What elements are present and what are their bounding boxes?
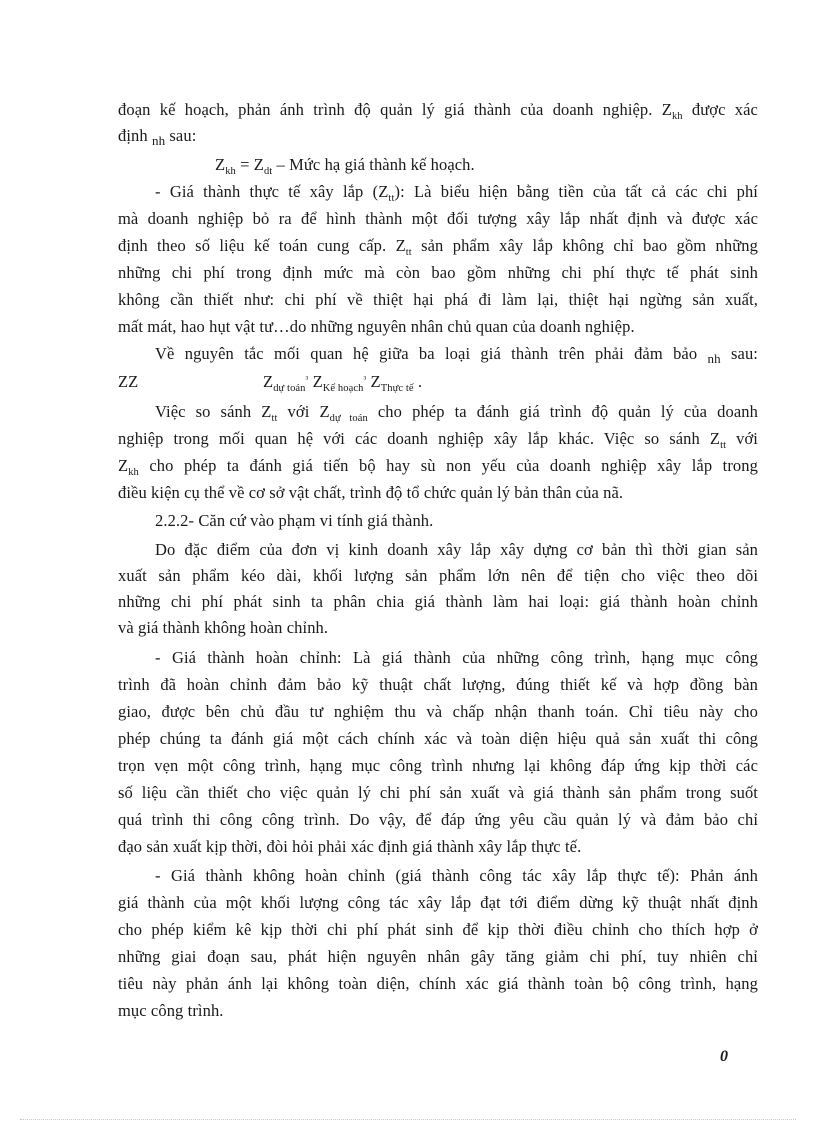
text-line: xuất sản phẩm kéo dài, khối lượng sản phẩm lớn nên để tiện cho việc theo dõi	[118, 566, 758, 585]
text-line: và giá thành không hoàn chỉnh.	[118, 618, 329, 637]
text-line: cho phép kiểm kê kịp thời chi phí phát sinh để kịp thời điều chỉnh cho thích hợp ở	[118, 920, 758, 939]
text-line: trọn vẹn một công trình, hạng mục công trình nhưng lại không đáp ứng kịp thời các	[118, 756, 758, 775]
text-line: số liệu cần thiết cho việc quản lý chi phí sản xuất và giá thành sản phẩm trong suốt	[118, 783, 758, 802]
text-line: không cần thiết như: chi phí về thiệt hại phá đi làm lại, thiệt hại ngừng sản xuất,	[118, 290, 758, 309]
text-line: phép chúng ta đánh giá một cách chính xác và toàn diện hiệu quả sản xuất thi công	[118, 729, 758, 748]
text-line: - Giá thành không hoàn chỉnh (giá thành công tác xây lắp thực tế): Phản ánh	[155, 866, 758, 885]
text-line: giao, được bên chủ đầu tư nghiệm thu và chấp nhận thanh toán. Chỉ tiêu này cho	[118, 702, 758, 721]
page-bottom-rule	[20, 1119, 796, 1120]
text-line: những giai đoạn sau, phát hiện nguyên nhân gây tăng giảm chi phí, tuy nhiên chỉ	[118, 947, 758, 966]
text-line: nghiệp trong mối quan hệ với các doanh nghiệp xây lắp khác. Việc so sánh $Z_{tt}$ với	[118, 429, 758, 451]
text-line: mất mát, hao hụt vật tư…do những nguyên nhân chủ quan của doanh nghiệp.	[118, 317, 635, 336]
text-line: tiêu này phản ánh lại không toàn diện, chính xác giá thành toàn bộ công trình, hạng	[118, 974, 758, 993]
formula-zz: ZZ	[118, 372, 139, 391]
text-line: mục công trình.	[118, 1001, 224, 1020]
text-line: - Giá thành hoàn chỉnh: Là giá thành của những công trình, hạng mục công	[155, 648, 758, 667]
text-line: đạo sản xuất kịp thời, đòi hỏi phải xác định giá thành xây lắp thực tế.	[118, 837, 582, 856]
text-line: những chi phí phát sinh ta phân chia giá thành làm hai loại: giá thành hoàn chỉnh	[118, 592, 758, 611]
text-line: Về nguyên tắc mối quan hệ giữa ba loại giá thành trên phải đảm bảo $_{nh}$ sau:	[155, 344, 758, 366]
text-line: Do đặc điểm của đơn vị kinh doanh xây lắp xây dựng cơ bản thì thời gian sản	[155, 540, 758, 559]
page-number: 0	[720, 1048, 728, 1065]
text-line: trình đã hoàn chỉnh đảm bảo kỹ thuật chất lượng, đúng thiết kế và hợp đồng bàn	[118, 675, 758, 694]
text-line: $Z_{kh}$ cho phép ta đánh giá tiến bộ hay sù non yếu của doanh nghiệp xây lắp trong	[118, 456, 758, 478]
formula-line: $Z_{kh} = Z_{dt}$ – Mức hạ giá thành kế hoạch.	[215, 155, 475, 177]
text-line: - Giá thành thực tế xây lắp $(Z_{tt})$: Là biểu hiện bằng tiền của tất cả các chi phí	[155, 182, 758, 204]
text-line: đoạn kế hoạch, phản ánh trình độ quản lý giá thành của doanh nghiệp. $Z_{kh}$ được xác	[118, 100, 758, 122]
text-line: quá trình thi công công trình. Do vậy, để đáp ứng yêu cầu quản lý và đảm bảo chỉ	[118, 810, 758, 829]
text-line: giá thành của một khối lượng công tác xây lắp đạt tới điểm dừng kỹ thuật nhất định	[118, 893, 758, 912]
text-line: Việc so sánh $Z_{tt}$ với $Z_{dự toán}$ cho phép ta đánh giá trình độ quản lý của doanh	[155, 402, 758, 424]
text-line: định theo số liệu kế toán cung cấp. $Z_{tt}$ sản phẩm xây lắp không chỉ bao gồm những	[118, 236, 758, 258]
section-heading: 2.2.2- Căn cứ vào phạm vi tính giá thành.	[155, 511, 434, 530]
text-line: điều kiện cụ thể về cơ sở vật chất, trình độ tổ chức quản lý bản thân của nã.	[118, 483, 624, 502]
formula-line: $Z_{dự toán}^{^3}$ $Z_{Kế hoạch}^{^3}$ $Z_{Thực tế}$ .	[263, 372, 423, 394]
text-line: định $_{nh}$ sau:	[118, 126, 197, 148]
text-line: những chi phí trong định mức mà còn bao gồm những chi phí thực tế phát sinh	[118, 263, 758, 282]
text-line: mà doanh nghiệp bỏ ra để hình thành một đối tượng xây lắp nhất định và được xác	[118, 209, 758, 228]
